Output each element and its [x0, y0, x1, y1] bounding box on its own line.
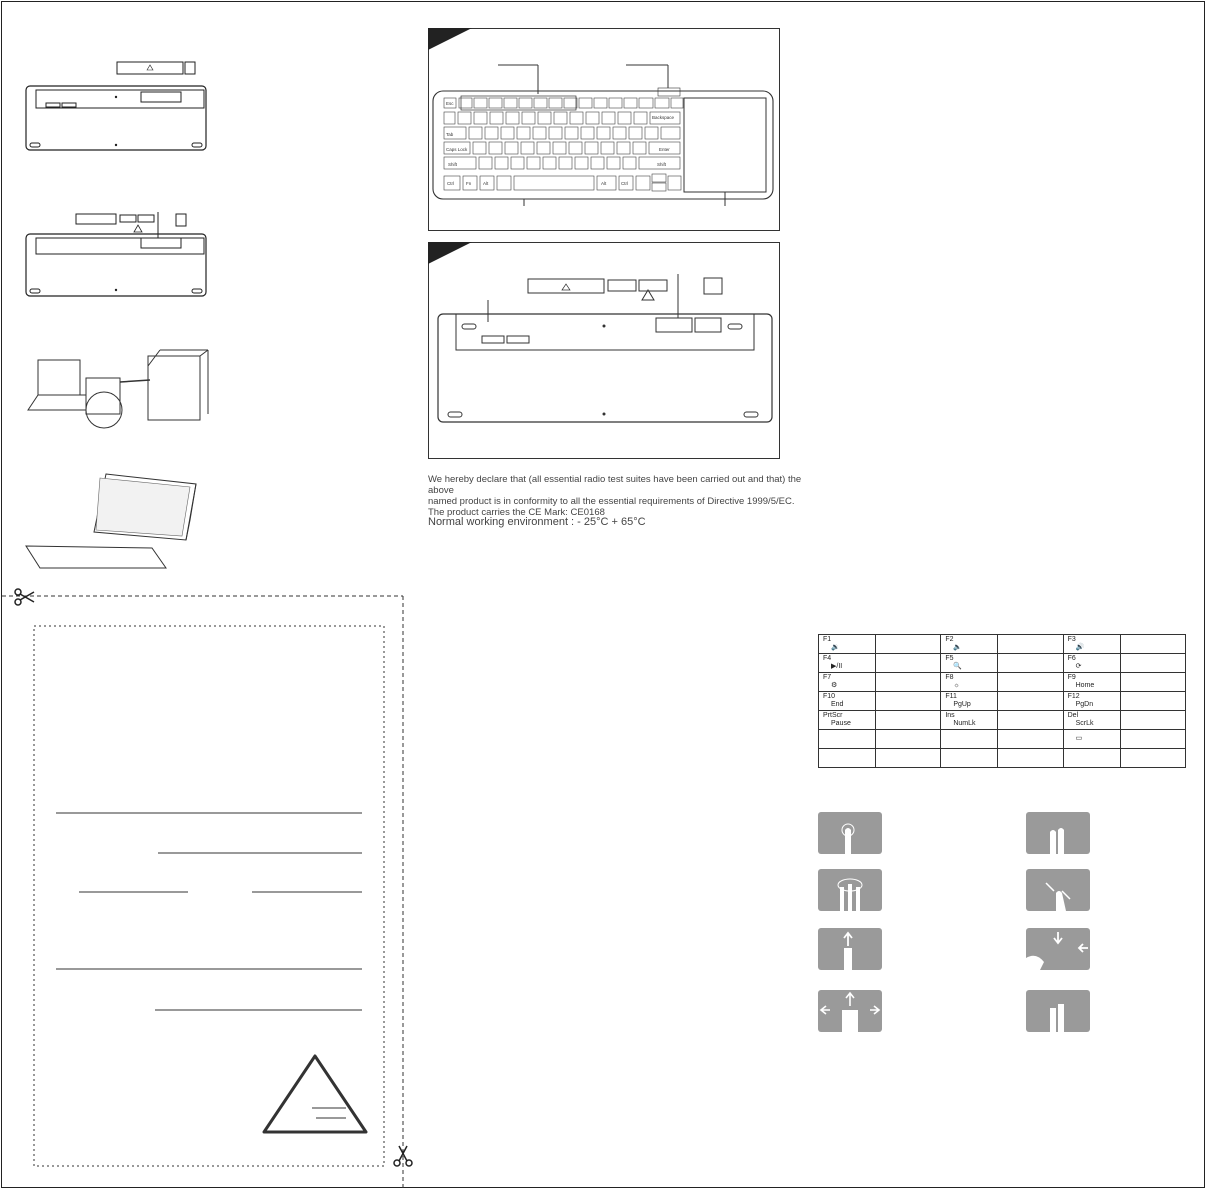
battery-install-figure-1 — [0, 0, 420, 600]
fn-description-cell — [876, 730, 941, 749]
fn-key-label: PrtScr — [823, 712, 843, 719]
fn-key-table — [818, 634, 1186, 768]
fn-key-cell — [1063, 635, 1120, 654]
fn-key-label: Del — [1067, 712, 1079, 719]
gesture-scroll-up — [818, 928, 882, 970]
fn-table-row — [819, 692, 1186, 711]
fn-description-cell — [998, 654, 1063, 673]
fn-key-label: F2 — [945, 636, 954, 643]
fn-description-cell — [1120, 654, 1185, 673]
scissors-icon — [392, 1144, 414, 1168]
fn-key-cell — [941, 654, 998, 673]
fn-key-symbol: 🔈 — [953, 644, 963, 651]
scissors-icon — [14, 588, 36, 606]
declaration-line-2: named product is in conformity to all the essential requirements of Directive 1999/5/EC. — [428, 496, 795, 507]
gesture-two-finger-tap — [1026, 812, 1090, 854]
fn-table-row — [819, 654, 1186, 673]
fn-key-cell — [941, 635, 998, 654]
declaration-line-3: The product carries the CE Mark: CE0168 — [428, 507, 605, 518]
key-shift-r: Shift — [657, 162, 667, 167]
fn-key-symbol: ☼ — [953, 682, 960, 689]
fn-key-symbol: PgUp — [953, 701, 971, 708]
fn-key-cell — [819, 692, 876, 711]
fn-description-cell — [876, 673, 941, 692]
fn-key-symbol: ⟳ — [1075, 663, 1082, 670]
fn-key-cell — [1063, 749, 1120, 768]
fn-table-row — [819, 711, 1186, 730]
keyboard-top-view — [428, 28, 780, 231]
fn-description-cell — [998, 749, 1063, 768]
fn-key-cell — [819, 749, 876, 768]
key-shift-l: Shift — [448, 162, 458, 167]
fn-key-cell — [819, 673, 876, 692]
fn-key-cell — [1063, 673, 1120, 692]
gesture-edge-swipe — [1026, 928, 1090, 970]
keyboard-bottom-view — [428, 242, 780, 459]
fn-key-label: F11 — [945, 693, 957, 700]
fn-key-label: F8 — [945, 674, 954, 681]
fn-description-cell — [998, 673, 1063, 692]
fn-key-symbol: PgDn — [1075, 701, 1094, 708]
fn-description-cell — [998, 635, 1063, 654]
fn-key-label: F6 — [1067, 655, 1076, 662]
key-alt-r: Alt — [601, 181, 607, 186]
fn-key-label: F3 — [1067, 636, 1076, 643]
fn-key-cell — [941, 711, 998, 730]
fn-description-cell — [1120, 749, 1185, 768]
fn-key-symbol: End — [831, 701, 844, 708]
fn-key-cell — [1063, 654, 1120, 673]
key-enter: Enter — [659, 147, 670, 152]
fn-key-cell — [1063, 711, 1120, 730]
gesture-pinch-zoom — [1026, 869, 1090, 911]
working-environment: Normal working environment : - 25°C + 65°C — [428, 516, 646, 528]
fn-key-cell — [941, 692, 998, 711]
fn-description-cell — [1120, 711, 1185, 730]
fn-description-cell — [876, 692, 941, 711]
fn-description-cell — [998, 730, 1063, 749]
key-fn: Fn — [466, 181, 472, 186]
fn-key-label: Ins — [945, 712, 955, 719]
fn-description-cell — [876, 635, 941, 654]
fn-key-cell — [819, 711, 876, 730]
fn-key-symbol: ▭ — [1075, 735, 1083, 742]
fn-key-label: F1 — [823, 636, 832, 643]
fn-key-cell — [941, 673, 998, 692]
fn-key-label: F7 — [823, 674, 832, 681]
key-ctrl-r: Ctrl — [621, 181, 628, 186]
gesture-three-finger-tap — [818, 869, 882, 911]
fn-key-cell — [1063, 692, 1120, 711]
fn-description-cell — [1120, 692, 1185, 711]
fn-key-cell — [819, 730, 876, 749]
fn-description-cell — [998, 711, 1063, 730]
fn-key-cell — [819, 654, 876, 673]
fn-key-label: F12 — [1067, 693, 1080, 700]
fn-description-cell — [1120, 730, 1185, 749]
fn-key-label: F4 — [823, 655, 832, 662]
key-backspace: Backspace — [652, 115, 675, 120]
fn-description-cell — [1120, 635, 1185, 654]
gesture-two-finger-scroll — [1026, 990, 1090, 1032]
fn-key-cell — [941, 730, 998, 749]
fn-key-symbol: ⚙ — [831, 682, 838, 689]
fn-key-symbol: NumLk — [953, 720, 976, 727]
fn-key-symbol: Pause — [831, 720, 851, 727]
fn-key-label: F10 — [823, 693, 836, 700]
fn-table-row — [819, 673, 1186, 692]
key-alt: Alt — [483, 181, 489, 186]
fn-key-label: F9 — [1067, 674, 1076, 681]
fn-description-cell — [1120, 673, 1185, 692]
fn-key-symbol: 🔊 — [1075, 644, 1085, 651]
fn-key-symbol: 🔍 — [953, 663, 963, 670]
fn-key-cell — [819, 635, 876, 654]
fn-key-symbol: ▶/II — [831, 663, 843, 670]
fn-table-row — [819, 730, 1186, 749]
fn-key-label: F5 — [945, 655, 954, 662]
fn-key-symbol: ScrLk — [1075, 720, 1094, 727]
warning-triangle-icon — [260, 1052, 370, 1136]
ce-declaration — [428, 474, 808, 518]
fn-key-cell — [941, 749, 998, 768]
key-tab: Tab — [446, 132, 454, 137]
fn-table-row — [819, 749, 1186, 768]
fn-description-cell — [876, 654, 941, 673]
fn-description-cell — [876, 711, 941, 730]
fn-key-cell — [1063, 730, 1120, 749]
fn-description-cell — [998, 692, 1063, 711]
fn-table-row — [819, 635, 1186, 654]
fn-key-symbol: 🔉 — [831, 644, 840, 651]
key-esc: Esc — [446, 101, 454, 106]
gesture-one-finger-tap — [818, 812, 882, 854]
declaration-line-1: We hereby declare that (all essential radio test suites have been carried out and that) the above — [428, 474, 802, 496]
key-caps: Caps Lock — [446, 147, 468, 152]
fn-key-symbol: Home — [1075, 682, 1095, 689]
fn-description-cell — [876, 749, 941, 768]
key-ctrl: Ctrl — [447, 181, 454, 186]
gesture-three-finger-drag — [818, 990, 882, 1032]
